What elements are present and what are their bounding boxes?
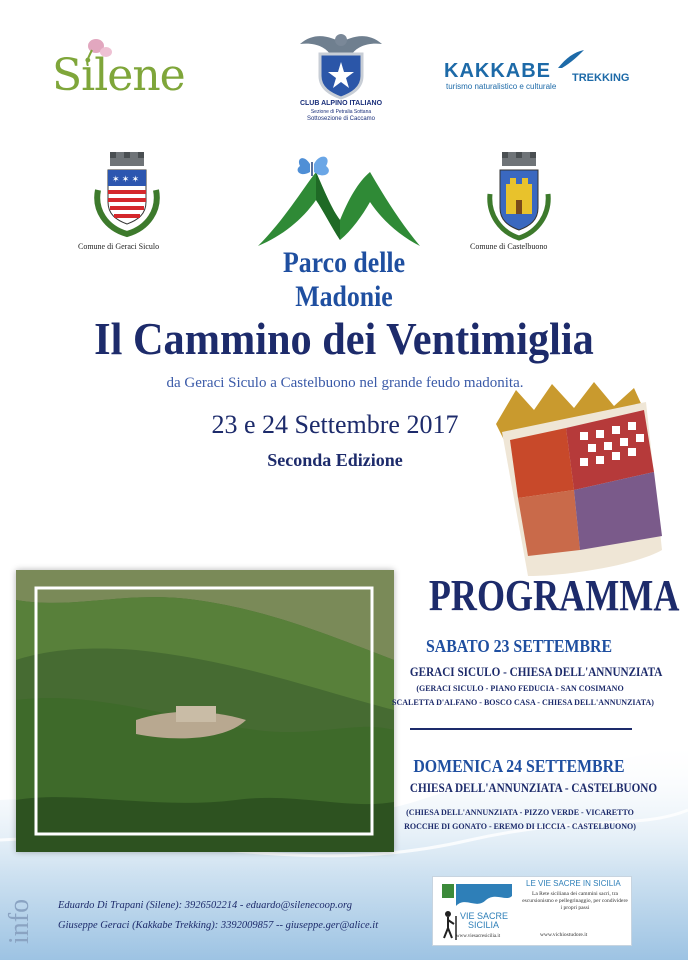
vie-sacre-name (460, 912, 508, 930)
day1-stops-line2: SCALETTA D'ALFANO - BOSCO CASA - CHIESA DELL'ANNUNZIATA) (392, 698, 654, 707)
event-date: 23 e 24 Settembre 2017 (211, 410, 459, 439)
landscape-photo-art (16, 570, 394, 852)
day2-route: CHIESA DELL'ANNUNZIATA - CASTELBUONO (409, 780, 658, 795)
programma-divider (410, 728, 632, 730)
day1-title: SABATO 23 SETTEMBRE (425, 636, 613, 656)
day2-stops-line1: (CHIESA DELL'ANNUNZIATA - PIZZO VERDE - VICARETTO (406, 808, 634, 817)
vie-sacre-url1[interactable]: www.viesacresicilia.it (456, 934, 501, 939)
cai-sezione: Sezione di Petralia Sottana (310, 109, 372, 115)
cai-sottosezione: Sottosezione di Caccamo (306, 116, 376, 122)
cai-name: CLUB ALPINO ITALIANO (299, 100, 383, 107)
parco-madonie-text: Parco delle Madonie (282, 246, 406, 313)
castelbuono-coat-of-arms-icon (486, 150, 552, 242)
vie-sacre-description: La Rete siciliana dei cammini sacri, tra escursionismo e pellegrinaggio, per condividere i propri passi (522, 891, 628, 911)
cai-eagle-icon (296, 24, 386, 100)
vie-sacre-url2[interactable]: www.vichiostudore.it (540, 932, 588, 938)
kakkabe-bird-icon (556, 48, 586, 70)
comune-geraci-label: Comune di Geraci Siculo (78, 242, 160, 251)
info-label (0, 878, 40, 948)
vie-sacre-name-line1: VIE SACRE (460, 911, 509, 921)
info-label-text: info (4, 898, 35, 944)
contact-giuseppe: Giuseppe Geraci (Kakkabe Trekking): 3392009857 -- giuseppe.ger@alice.it (58, 920, 379, 931)
page-title: Il Cammino dei Ventimiglia (94, 313, 594, 364)
day1-stops-line1: (GERACI SICULO - PIANO FEDUCIA - SAN COSIMANO (416, 684, 624, 693)
comune-castelbuono-label: Comune di Castelbuono (470, 242, 548, 251)
page-subtitle: da Geraci Siculo a Castelbuono nel grande feudo madonita. (166, 375, 524, 391)
kakkabe-logo-text: KAKKABE (444, 60, 551, 82)
kakkabe-subtitle: turismo naturalistico e culturale (446, 82, 557, 91)
svg-text:✶ ✶ ✶: ✶ ✶ ✶ (112, 174, 140, 184)
programma-heading: PROGRAMMA (428, 571, 680, 620)
event-edition: Seconda Edizione (267, 450, 403, 470)
day2-stops-line2: ROCCHE DI GONATO - EREMO DI LICCIA - CASTELBUONO) (404, 822, 636, 831)
silene-logo-text: Silene (52, 50, 185, 101)
ventimiglia-shield-icon (494, 380, 674, 580)
vie-sacre-title: LE VIE SACRE IN SICILIA (526, 879, 621, 888)
landscape-photo (16, 570, 394, 852)
geraci-coat-of-arms-icon (92, 150, 162, 238)
kakkabe-trekking-text: TREKKING (572, 72, 630, 84)
contact-eduardo: Eduardo Di Trapani (Silene): 3926502214 - eduardo@silenecoop.org (58, 900, 353, 911)
day2-title: DOMENICA 24 SETTEMBRE (413, 756, 625, 776)
day1-route: GERACI SICULO - CHIESA DELL'ANNUNZIATA (409, 664, 663, 679)
vie-sacre-name-line2: SICILIA (468, 920, 500, 930)
parco-madonie-mountains-icon (254, 150, 424, 250)
